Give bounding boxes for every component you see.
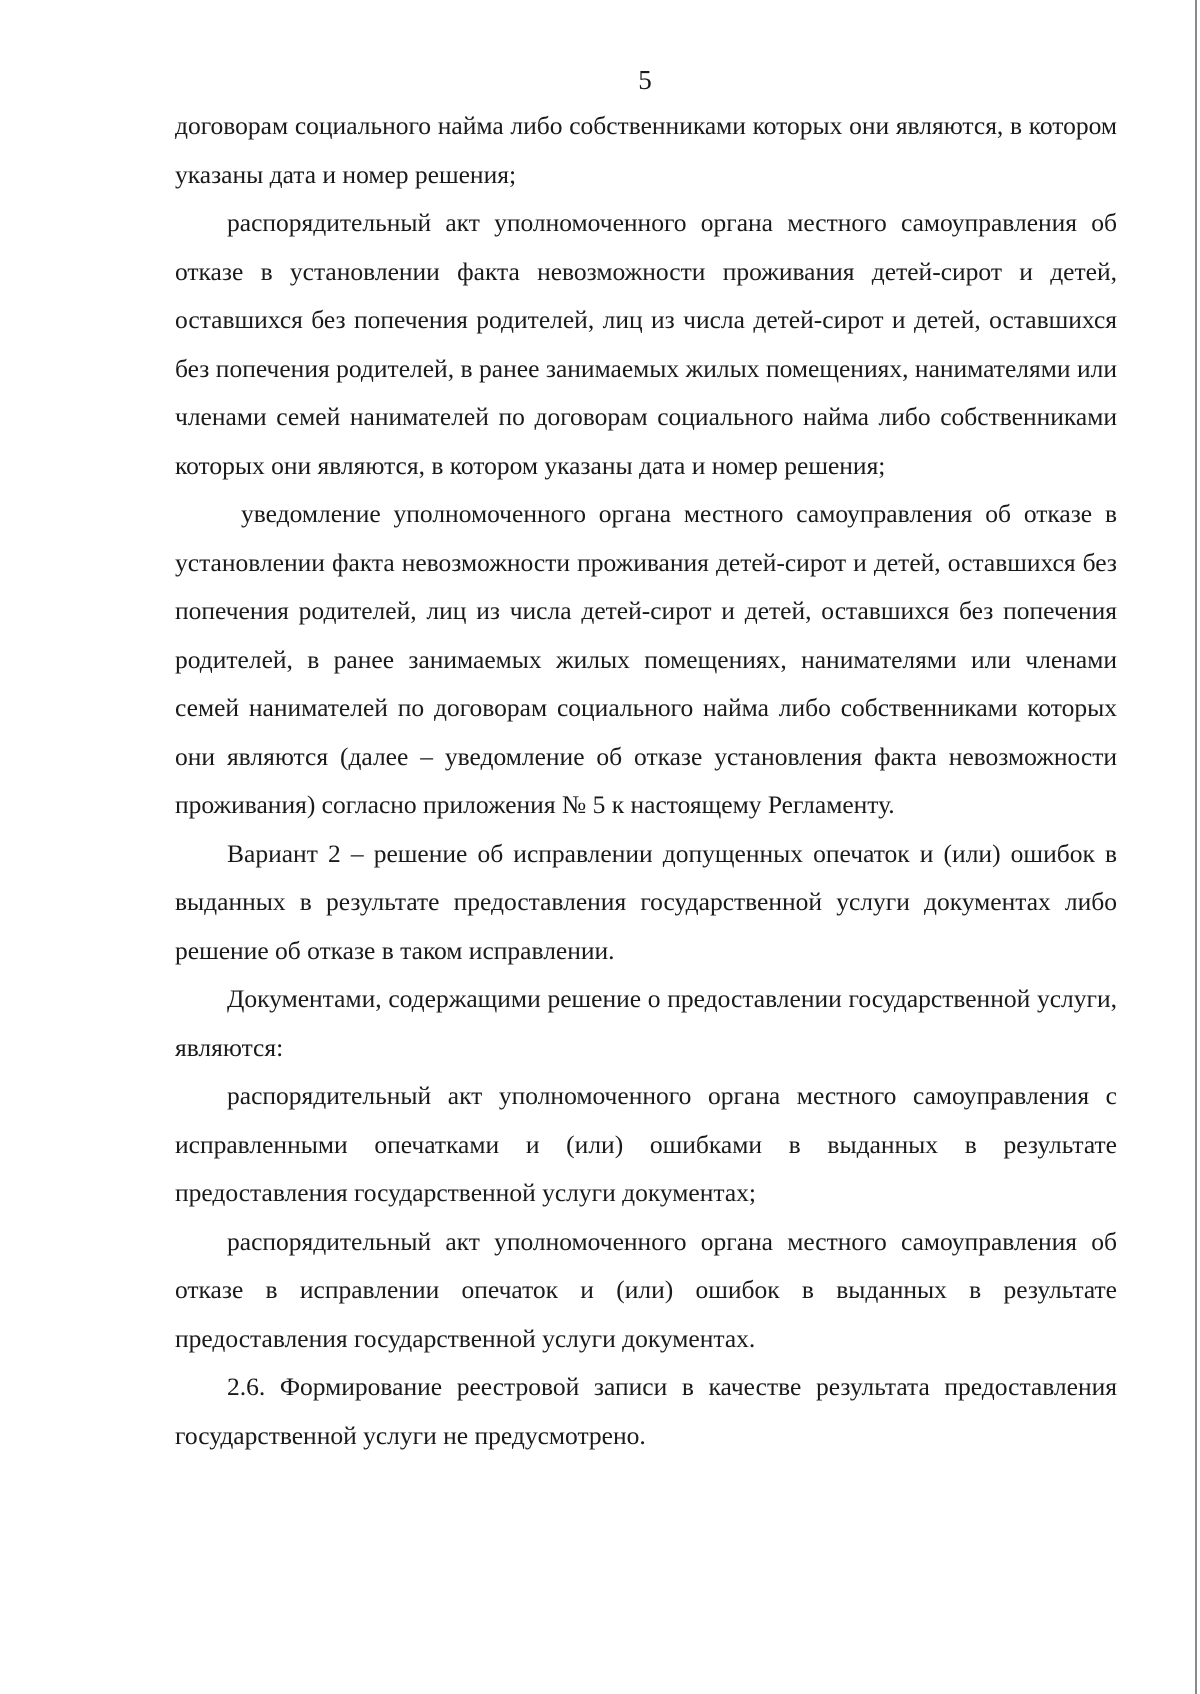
paragraph-notification-refusal: уведомление уполномоченного органа местного самоуправления об отказе в установлении факта невозможности проживания детей-сирот и детей, оставшихся без попечения родителей, лиц из числа детей-сирот и детей, оставшихся без попечения родителей, в ранее занимаемых жилых помещениях, нанимателями или членами семей нанимателей по договорам социального найма либо собственниками которых они являются (далее – уведомление об отказе установления факта невозможности проживания) согласно приложения № 5 к настоящему Регламенту. [175,499,1117,819]
paragraph-act-corrections: распорядительный акт уполномоченного органа местного самоуправления с исправленными опечатками и (или) ошибками в выданных в результате предоставления государственной услуги документах; [175,1081,1117,1207]
page-edge-line [1195,0,1197,1694]
document-body [175,102,1117,1460]
page-number: 5 [638,65,652,95]
paragraph-continuation: договорам социального найма либо собственниками которых они являются, в котором указаны дата и номер решения; [175,111,1117,189]
paragraph-section-2-6: 2.6. Формирование реестровой записи в качестве результата предоставления государственной услуги не предусмотрено. [175,1372,1117,1450]
paragraph-act-refusal-establishment: распорядительный акт уполномоченного органа местного самоуправления об отказе в установлении факта невозможности проживания детей-сирот и детей, оставшихся без попечения родителей, лиц из числа детей-сирот и детей, оставшихся без попечения родителей, в ранее занимаемых жилых помещениях, нанимателями или членами семей нанимателей по договорам социального найма либо собственниками которых они являются, в котором указаны дата и номер решения; [175,208,1117,480]
paragraph-act-refusal-corrections: распорядительный акт уполномоченного органа местного самоуправления об отказе в исправлении опечаток и (или) ошибок в выданных в результате предоставления государственной услуги документах. [175,1226,1117,1353]
paragraph-variant-2: Вариант 2 – решение об исправлении допущенных опечаток и (или) ошибок в выданных в результате предоставления государственной услуги документах либо решение об отказе в таком исправлении. [175,838,1117,965]
paragraph-documents-list-intro: Документами, содержащими решение о предоставлении государственной услуги, являются: [175,984,1117,1062]
